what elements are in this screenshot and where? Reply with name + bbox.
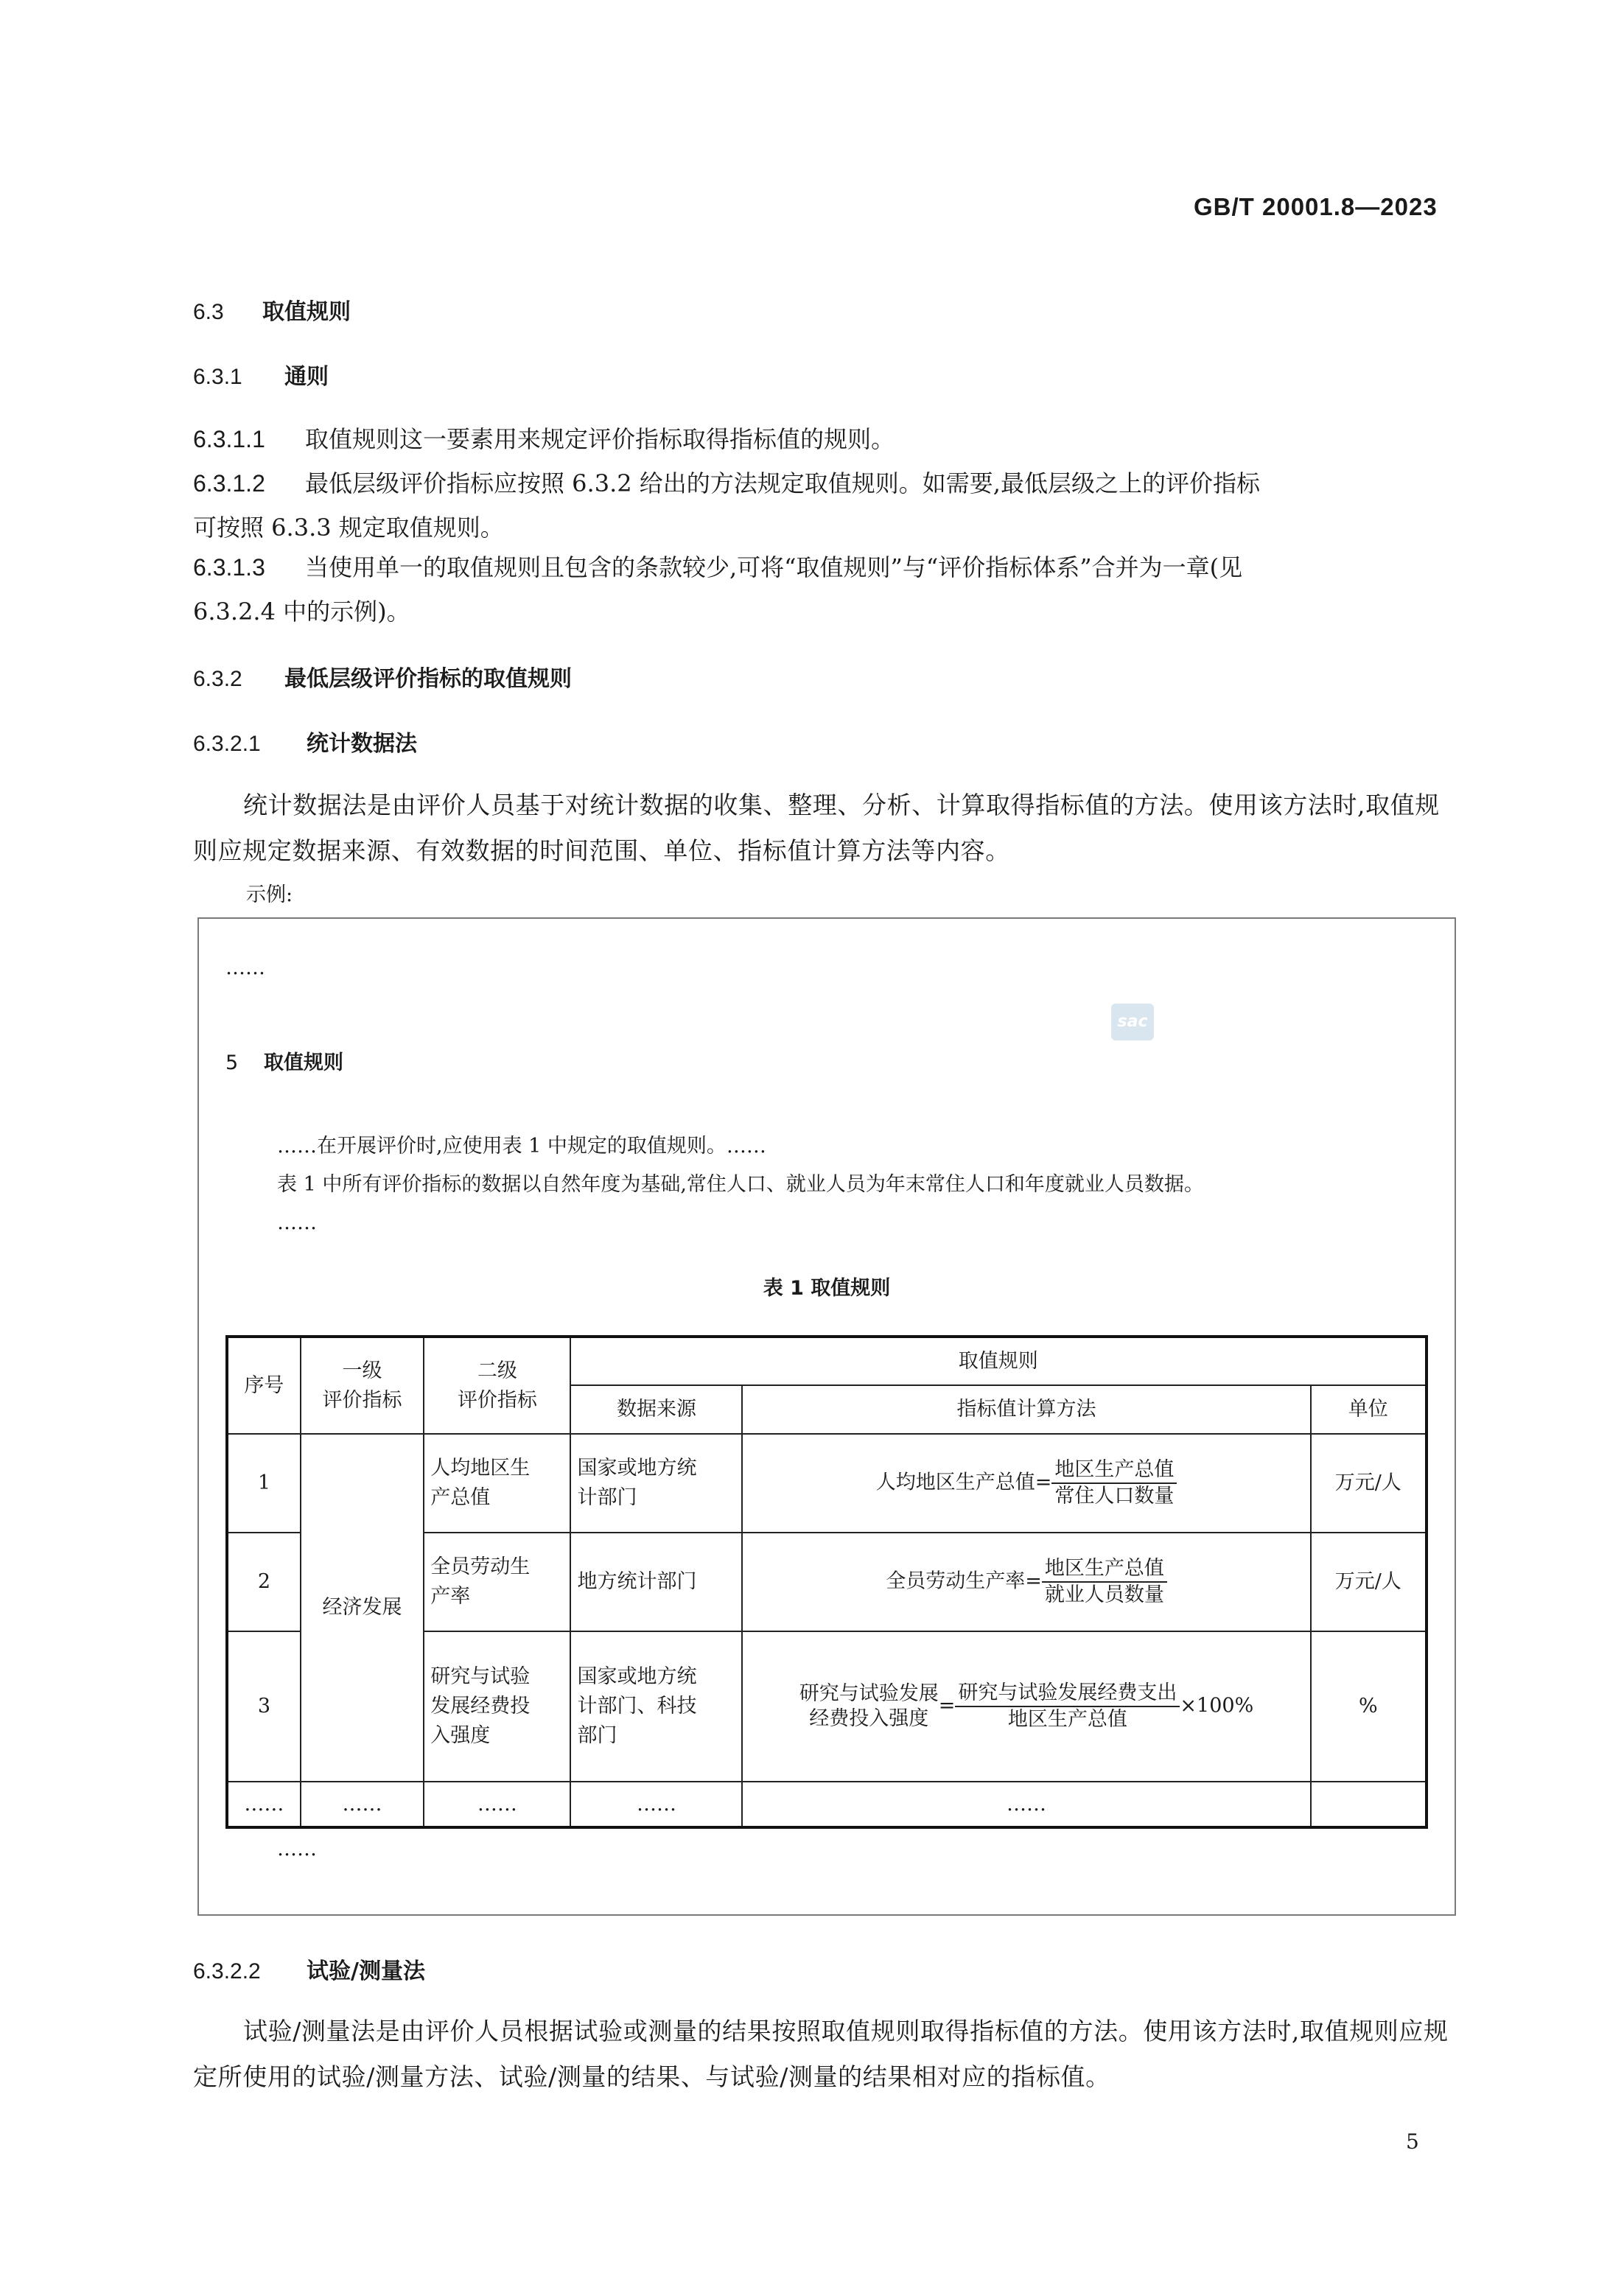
cell-line: 研究与试验 <box>430 1665 531 1688</box>
header-unit: 单位 <box>1311 1385 1427 1434</box>
page-number: 5 <box>1406 2129 1419 2154</box>
header-line: 二级 <box>477 1359 517 1382</box>
cell-line: 部门 <box>577 1724 617 1747</box>
formula-fraction <box>955 1681 1180 1732</box>
sac-logo-watermark: sac <box>1111 1004 1154 1040</box>
cell-ellipsis: …… <box>424 1782 570 1827</box>
cell-ellipsis: …… <box>570 1782 742 1827</box>
equals-sign: = <box>1025 1569 1042 1593</box>
cell-line: 入强度 <box>430 1724 491 1747</box>
cell-level2 <box>424 1434 570 1533</box>
table-row <box>227 1782 1427 1827</box>
cell-line: 计部门、科技 <box>577 1695 697 1718</box>
cell-source <box>570 1434 742 1533</box>
cell-unit: % <box>1311 1631 1427 1782</box>
example-label: 示例: <box>246 883 293 906</box>
heading-number: 5 <box>225 1051 239 1074</box>
cell-no: 2 <box>227 1533 301 1631</box>
clause-6-3-1-1 <box>193 417 1460 461</box>
formula-lhs-line: 经费投入强度 <box>809 1707 929 1730</box>
formula-fraction <box>1042 1556 1167 1608</box>
cell-ellipsis: …… <box>742 1782 1310 1827</box>
heading-title: 取值规则 <box>262 299 351 325</box>
equals-sign: = <box>1035 1471 1052 1494</box>
clause-6-3-1-2 <box>193 461 1460 550</box>
header-no: 序号 <box>227 1337 301 1434</box>
table-row <box>227 1434 1427 1533</box>
formula-lhs <box>799 1681 939 1732</box>
cell-level2 <box>424 1533 570 1631</box>
cell-ellipsis: …… <box>301 1782 424 1827</box>
heading-title: 统计数据法 <box>307 731 417 757</box>
header-line: 评价指标 <box>457 1388 537 1412</box>
heading-title: 取值规则 <box>264 1051 343 1074</box>
cell-line: 国家或地方统 <box>577 1665 697 1688</box>
table-caption: 表 1 取值规则 <box>763 1277 891 1300</box>
denominator: 常住人口数量 <box>1054 1485 1175 1508</box>
heading-6-3-1 <box>193 358 329 391</box>
heading-number: 6.3.2 <box>193 667 242 691</box>
denominator: 地区生产总值 <box>1007 1708 1127 1731</box>
example-text <box>277 1127 1204 1242</box>
numerator: 研究与试验发展经费支出 <box>955 1681 1180 1707</box>
cell-source: 地方统计部门 <box>570 1533 742 1631</box>
cell-line: 产总值 <box>430 1486 491 1509</box>
example-line: ……在开展评价时,应使用表 1 中规定的取值规则。…… <box>277 1135 766 1158</box>
cell-unit: 万元/人 <box>1311 1533 1427 1631</box>
standard-number: GB/T 20001.8—2023 <box>1194 193 1438 220</box>
cell-calc <box>742 1631 1310 1782</box>
cell-line: 国家或地方统 <box>577 1457 697 1480</box>
cell-no: 1 <box>227 1434 301 1533</box>
cell-level1: 经济发展 <box>301 1434 424 1782</box>
paragraph-test-method: 试验/测量法是由评价人员根据试验或测量的结果按照取值规则取得指标值的方法。使用该方法时,取值规则应规定所使用的试验/测量方法、试验/测量的结果、与试验/测量的结果相对应的指标值。 <box>193 2017 1449 2091</box>
ellipsis: …… <box>277 1838 317 1860</box>
equals-sign: = <box>938 1694 956 1718</box>
cell-level2 <box>424 1631 570 1782</box>
heading-title: 最低层级评价指标的取值规则 <box>284 666 572 692</box>
heading-6-3-2-1 <box>193 725 417 757</box>
denominator: 就业人员数量 <box>1044 1583 1164 1606</box>
clause-text: 6.3.2.4 中的示例)。 <box>193 598 410 626</box>
header-level2 <box>424 1337 570 1434</box>
formula-lhs: 人均地区生产总值 <box>875 1471 1035 1494</box>
heading-number: 6.3.2.1 <box>193 732 261 756</box>
clause-6-3-1-3 <box>193 545 1460 634</box>
paragraph-statistics-method: 统计数据法是由评价人员基于对统计数据的收集、整理、分析、计算取得指标值的方法。使用该方法时,取值规则应规定数据来源、有效数据的时间范围、单位、指标值计算方法等内容。 <box>193 791 1440 865</box>
heading-number: 6.3.2.2 <box>193 1959 261 1984</box>
cell-line: 全员劳动生 <box>430 1555 531 1578</box>
formula-fraction <box>1051 1457 1177 1509</box>
numerator: 地区生产总值 <box>1042 1556 1167 1583</box>
clause-text: 当使用单一的取值规则且包含的条款较少,可将“取值规则”与“评价指标体系”合并为一章(见 <box>305 553 1243 581</box>
cell-line: 计部门 <box>577 1486 637 1509</box>
clause-text: 最低层级评价指标应按照 6.3.2 给出的方法规定取值规则。如需要,最低层级之上的评价指标 <box>305 469 1260 497</box>
heading-number: 6.3 <box>193 300 224 324</box>
cell-line: 发展经费投 <box>430 1695 531 1718</box>
heading-6-3 <box>193 293 351 326</box>
heading-6-3-2-2 <box>193 1953 425 1985</box>
ellipsis: …… <box>225 956 265 979</box>
cell-ellipsis: …… <box>227 1782 301 1827</box>
header-rule: 取值规则 <box>570 1337 1427 1385</box>
rules-table <box>225 1335 1428 1829</box>
cell-line: 人均地区生 <box>430 1457 531 1480</box>
clause-text: 可按照 6.3.3 规定取值规则。 <box>193 514 504 542</box>
cell-line: 产率 <box>430 1585 471 1608</box>
header-source: 数据来源 <box>570 1385 742 1434</box>
cell-no: 3 <box>227 1631 301 1782</box>
heading-title: 通则 <box>284 364 329 390</box>
formula-suffix: ×100% <box>1180 1694 1254 1718</box>
numerator: 地区生产总值 <box>1051 1457 1177 1484</box>
heading-number: 6.3.1 <box>193 365 242 389</box>
heading-6-3-2 <box>193 660 572 693</box>
header-calc: 指标值计算方法 <box>742 1385 1310 1434</box>
example-section-heading <box>225 1046 343 1075</box>
example-line: …… <box>277 1211 317 1234</box>
clause-text: 取值规则这一要素用来规定评价指标取得指标值的规则。 <box>305 425 895 453</box>
clause-number: 6.3.1.2 <box>193 470 265 497</box>
header-line: 评价指标 <box>322 1388 402 1412</box>
header-level1 <box>301 1337 424 1434</box>
heading-title: 试验/测量法 <box>307 1958 425 1984</box>
formula-lhs: 全员劳动生产率 <box>886 1569 1026 1593</box>
cell-source <box>570 1631 742 1782</box>
clause-number: 6.3.1.1 <box>193 426 265 452</box>
cell-unit: 万元/人 <box>1311 1434 1427 1533</box>
cell-calc <box>742 1533 1310 1631</box>
example-line: 表 1 中所有评价指标的数据以自然年度为基础,常住人口、就业人员为年末常住人口和年度就业人员数据。 <box>277 1173 1204 1196</box>
formula-lhs-line: 研究与试验发展 <box>799 1682 939 1705</box>
clause-number: 6.3.1.3 <box>193 554 265 581</box>
cell-calc <box>742 1434 1310 1533</box>
header-line: 一级 <box>342 1359 382 1382</box>
